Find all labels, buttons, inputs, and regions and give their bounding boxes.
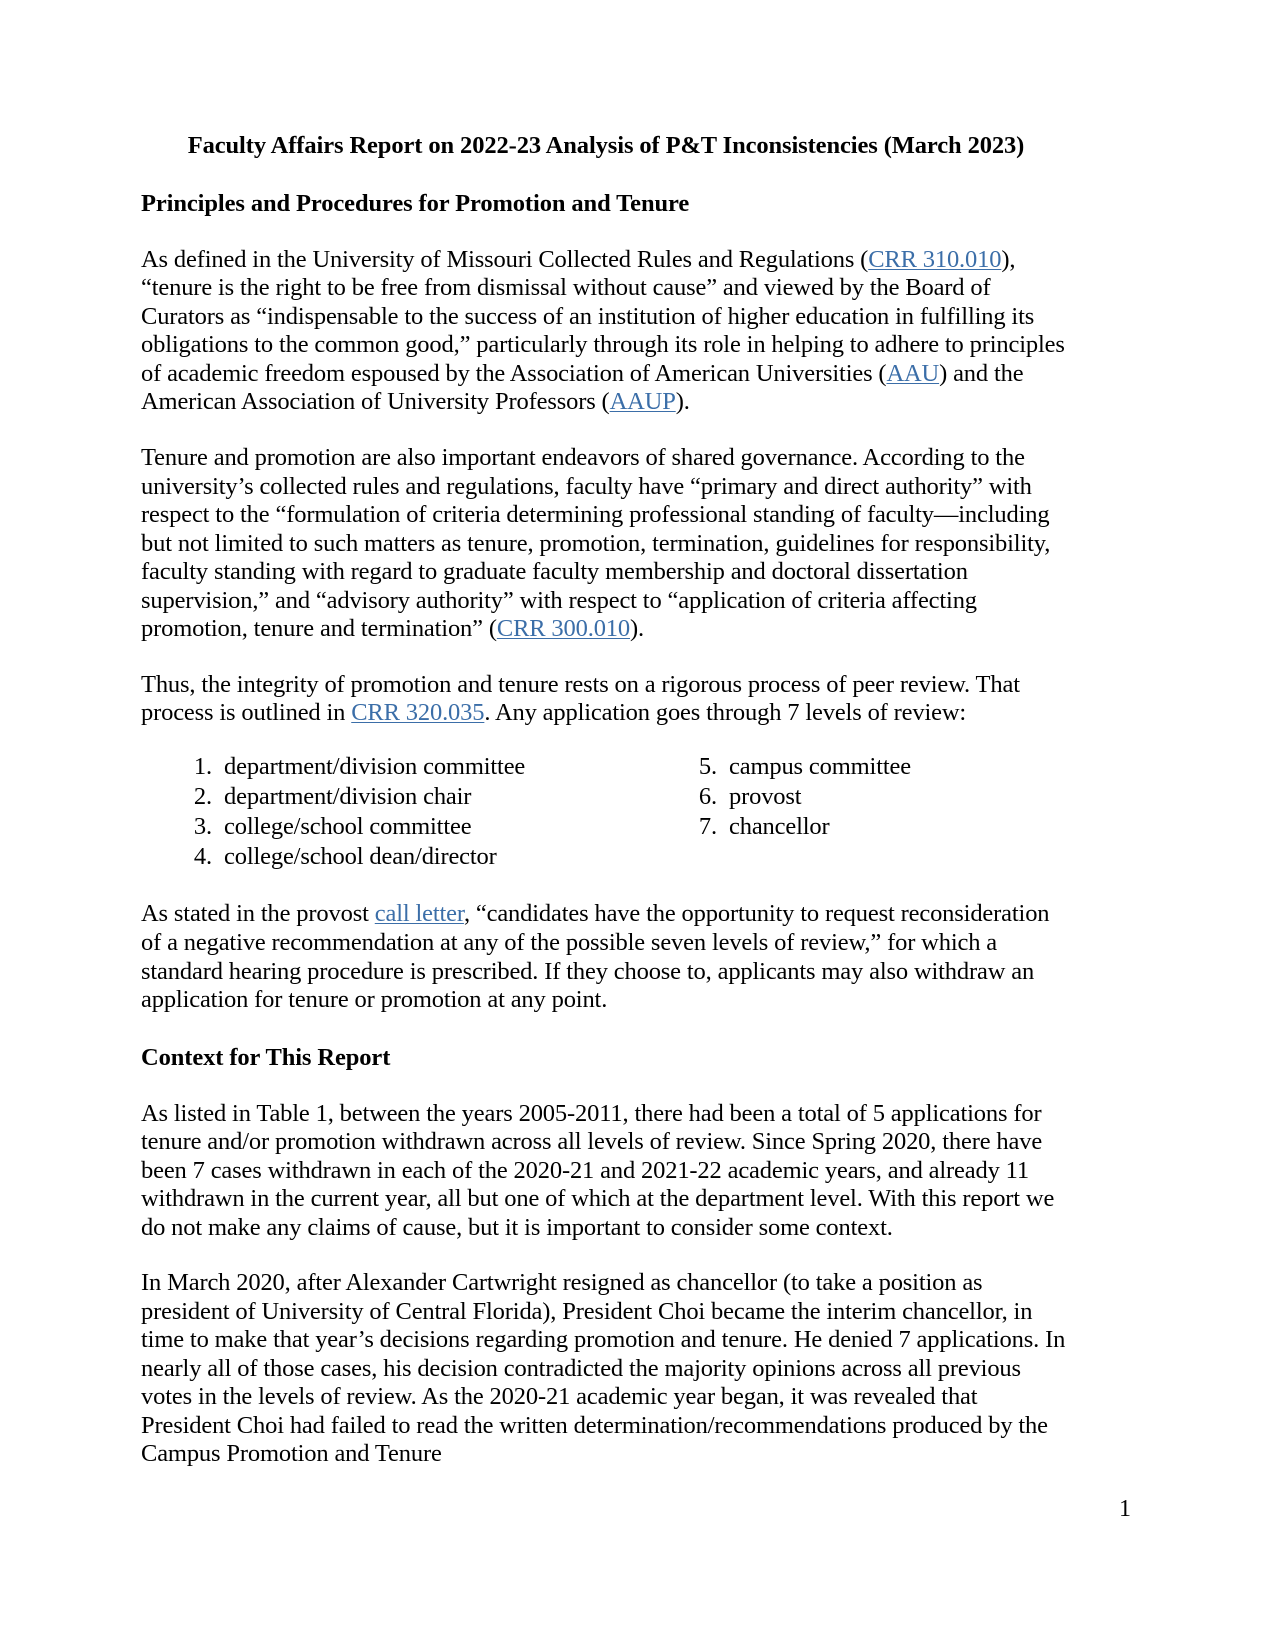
- document-content: [141, 132, 1071, 1469]
- list-item-label: college/school dean/director: [224, 843, 497, 871]
- paragraph-principles-2: [141, 444, 1071, 644]
- list-item-label: chancellor: [729, 813, 830, 841]
- list-item-number: 3.: [193, 813, 212, 841]
- section-heading-context: Context for This Report: [141, 1043, 391, 1071]
- link-aau[interactable]: AAU: [886, 359, 940, 387]
- list-item: [186, 843, 691, 871]
- paragraph-context-1: As listed in Table 1, between the years 2005-2011, there had been a total of 5 applications for tenure and/or promotion withdrawn across all levels of review. Since Spring 2020, there have been 7 cases withdrawn in each of the 2020-21 and 2021-22 academic years, and already 11 withdrawn in the current year, all but one of which at the department level. With this report we do not make any claims of cause, but it is important to consider some context.: [141, 1099, 1055, 1241]
- levels-of-review-list: [141, 753, 1071, 874]
- list-item: [186, 813, 691, 841]
- list-item-number: 2.: [193, 782, 212, 810]
- link-aaup[interactable]: AAUP: [609, 388, 676, 416]
- page-number: 1: [1119, 1496, 1131, 1522]
- link-crr-310-010[interactable]: CRR 310.010: [868, 245, 1002, 273]
- paragraph-context-2: In March 2020, after Alexander Cartwright resigned as chancellor (to take a position as president of University of Central Florida), President Choi became the interim chancellor, in time to make that year’s decisions regarding promotion and tenure. He denied 7 applications. In nearly all of those cases, his decision contradicted the majority opinions across all previous votes in the levels of review. As the 2020-21 academic year began, it was revealed that President Choi had failed to read the written determination/recommendations produced by the Campus Promotion and Tenure: [141, 1269, 1066, 1468]
- paragraph-text: , “candidates have the opportunity to request reconsideration of a negative recommendation at any of the possible seven levels of review,” for which a standard hearing procedure is prescribed. If they choose to, applicants may also withdraw an application for tenure or promotion at any point.: [141, 900, 1050, 1014]
- list-item: [691, 753, 1071, 781]
- paragraph-text: Thus, the integrity of promotion and tenure rests on a rigorous process of peer review. That process is outlined in: [141, 670, 1020, 727]
- list-item-label: department/division committee: [224, 752, 526, 780]
- page-title: Faculty Affairs Report on 2022-23 Analysis of P&T Inconsistencies (March 2023): [187, 132, 1025, 159]
- list-item-number: 5.: [698, 752, 717, 780]
- paragraph-principles-4: [141, 900, 1071, 1014]
- paragraph-text: As defined in the University of Missouri Collected Rules and Regulations (: [141, 245, 869, 273]
- paragraph-text: ) and the American Association of University Professors (: [141, 359, 1024, 416]
- levels-column-right: [691, 753, 1071, 874]
- paragraph-text: As stated in the provost: [141, 900, 375, 928]
- link-crr-300-010[interactable]: CRR 300.010: [496, 615, 630, 643]
- paragraph-text: ).: [675, 388, 690, 416]
- paragraph-principles-1: [141, 246, 1071, 417]
- list-item-label: department/division chair: [224, 782, 472, 810]
- list-item: [186, 783, 691, 811]
- paragraph-text: ).: [630, 615, 644, 643]
- list-item-label: college/school committee: [224, 813, 472, 841]
- link-call-letter[interactable]: call letter: [374, 900, 464, 928]
- list-item-number: 1.: [193, 752, 212, 780]
- list-item: [186, 753, 691, 781]
- paragraph-text: . Any application goes through 7 levels of review:: [484, 699, 967, 727]
- list-item-number: 6.: [698, 782, 717, 810]
- link-crr-320-035[interactable]: CRR 320.035: [351, 699, 485, 727]
- paragraph-principles-3: [141, 671, 1071, 728]
- list-item-number: 7.: [698, 813, 717, 841]
- levels-column-left: [141, 753, 691, 874]
- section-heading-principles: Principles and Procedures for Promotion and Tenure: [141, 189, 690, 217]
- list-item: [691, 783, 1071, 811]
- list-item: [691, 813, 1071, 841]
- paragraph-text: ), “tenure is the right to be free from dismissal without cause” and viewed by the Board of Curators as “indispensable to the success of an institution of higher education in fulfilling its obligations to the common good,” particularly through its role in helping to adhere to principles of academic freedom espoused by the Association of American Universities (: [141, 245, 1065, 387]
- list-item-label: campus committee: [729, 752, 911, 780]
- list-item-number: 4.: [193, 843, 212, 871]
- list-item-label: provost: [729, 782, 802, 810]
- paragraph-text: Tenure and promotion are also important endeavors of shared governance. According to the university’s collected rules and regulations, faculty have “primary and direct authority” with respect to the “formulation of criteria determining professional standing of faculty—including but not limited to such matters as tenure, promotion, termination, guidelines for responsibility, faculty standing with regard to graduate faculty membership and doctoral dissertation supervision,” and “advisory authority” with respect to “application of criteria affecting promotion, tenure and termination” (: [141, 444, 1051, 643]
